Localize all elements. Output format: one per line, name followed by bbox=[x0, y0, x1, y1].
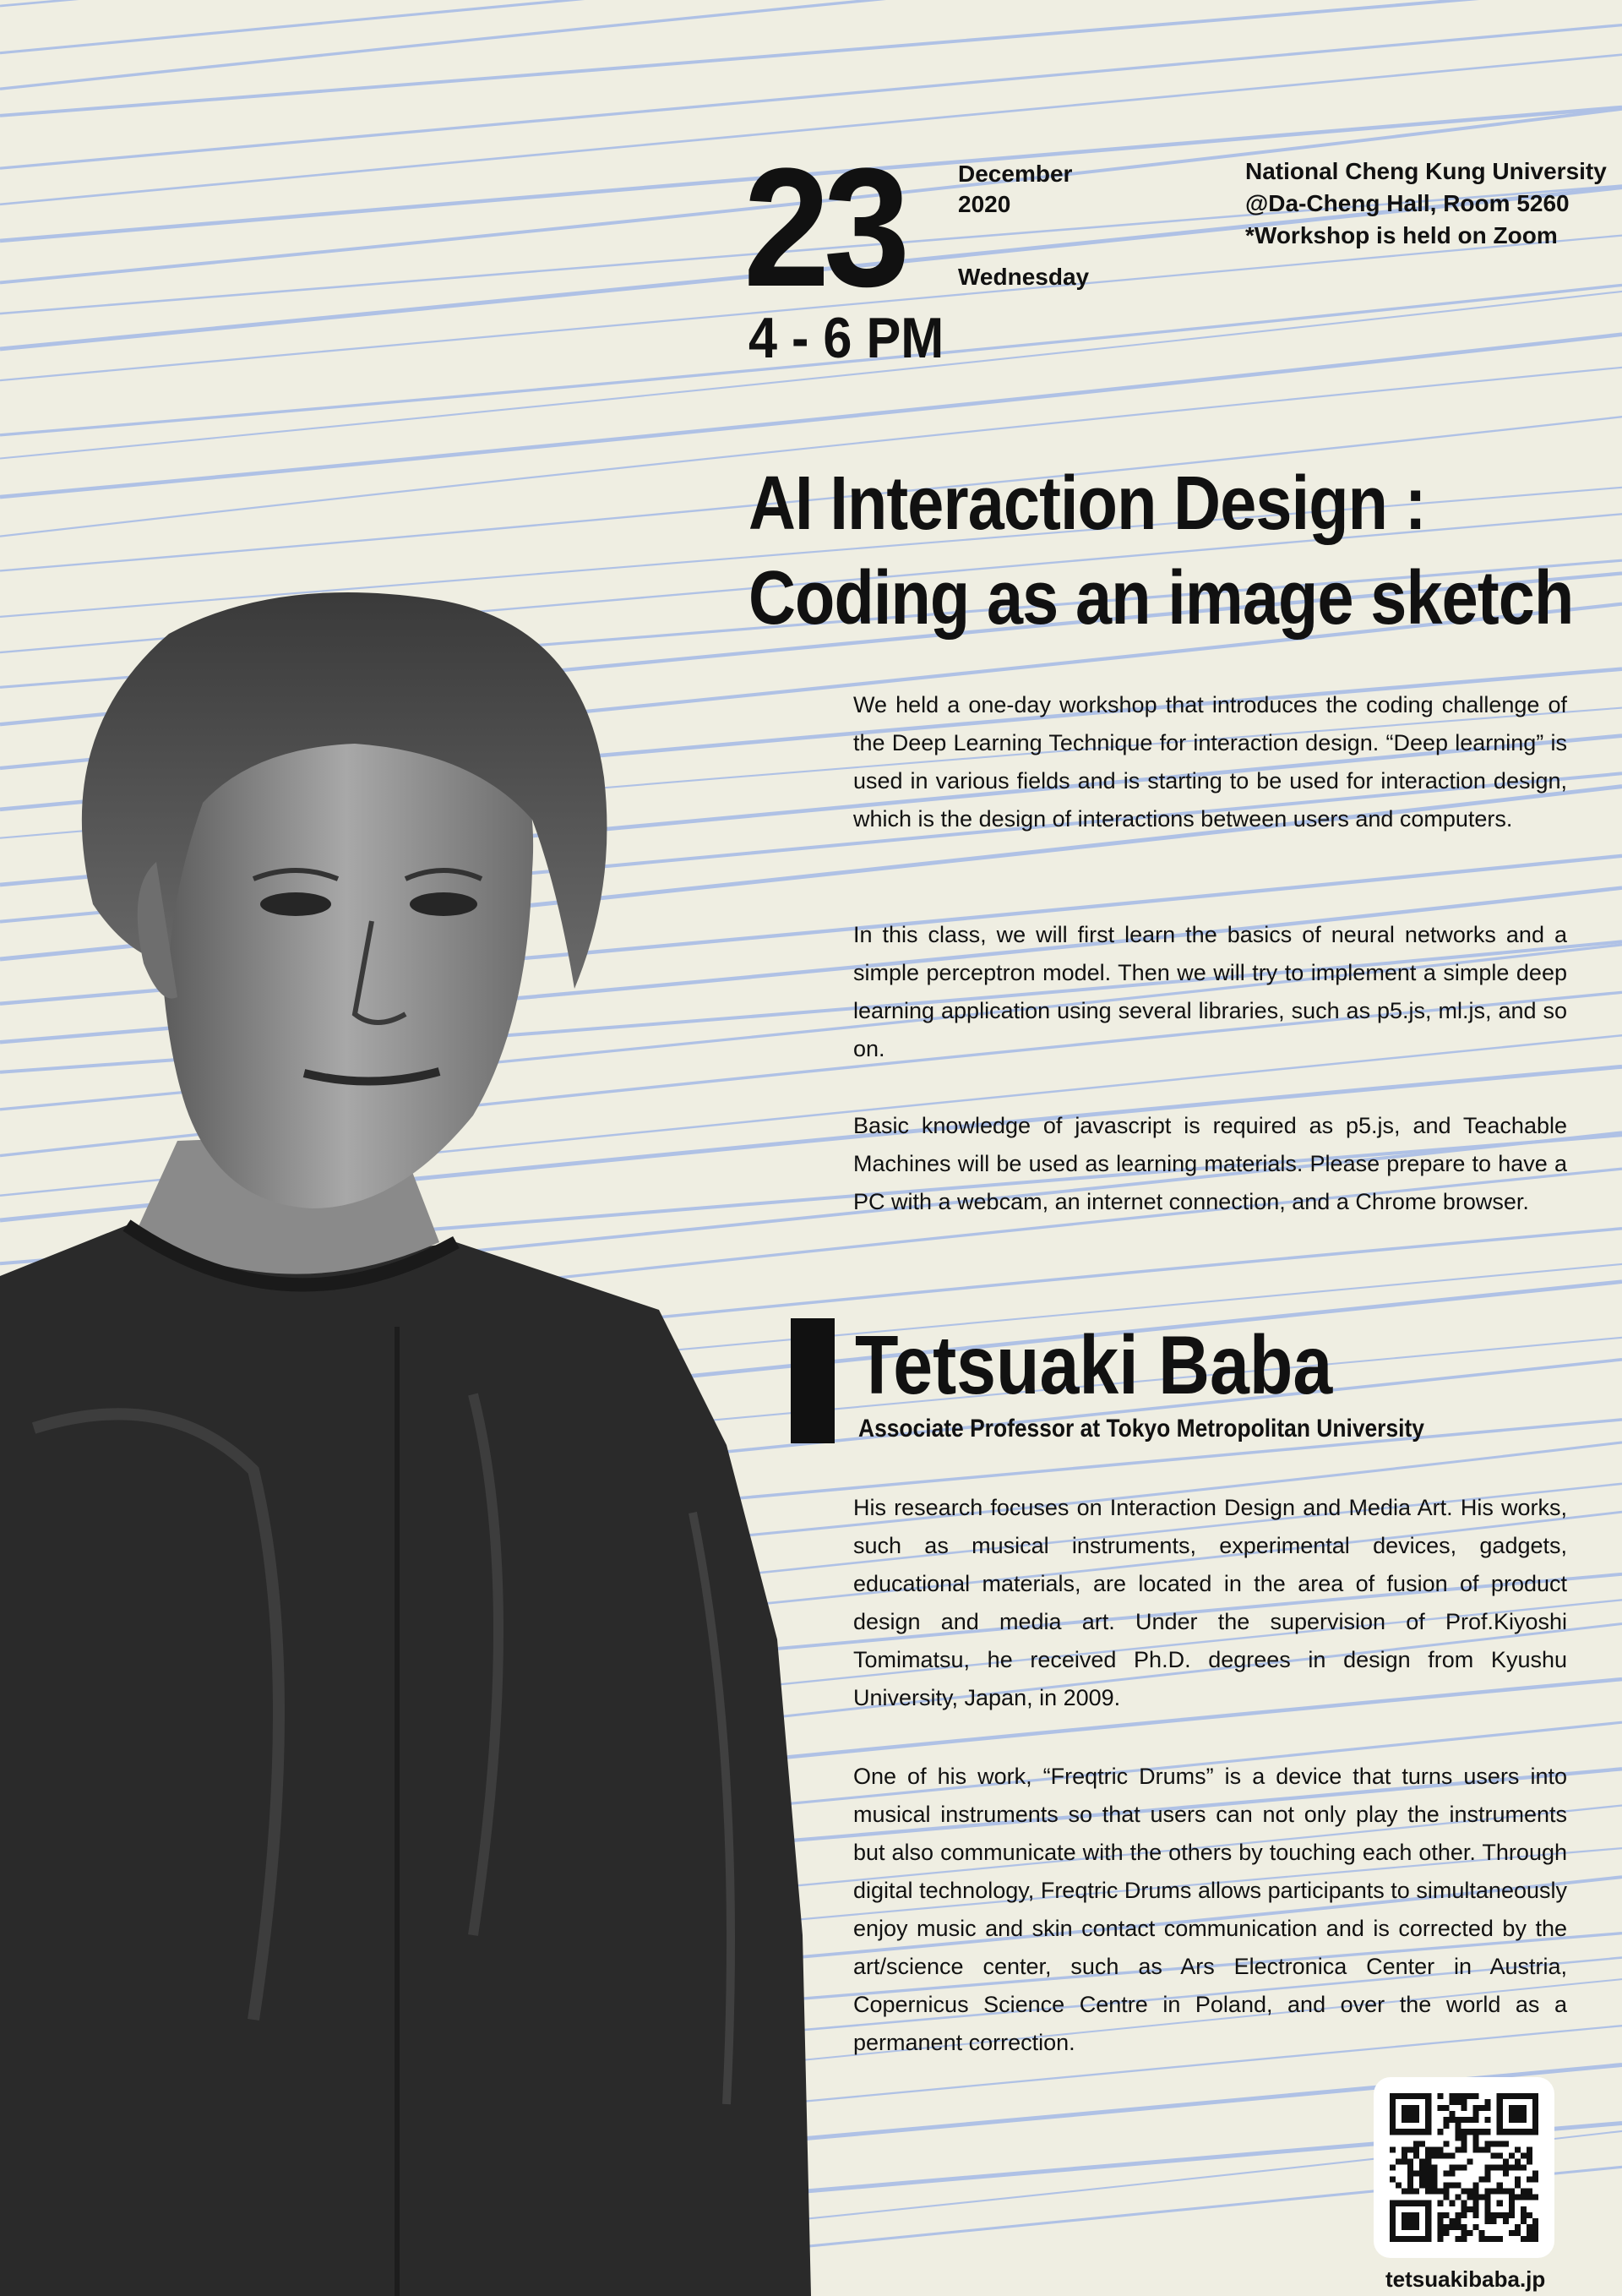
venue-zoom-note: *Workshop is held on Zoom bbox=[1245, 222, 1558, 248]
pen-line bbox=[0, 0, 1622, 116]
event-year: 2020 bbox=[958, 191, 1011, 217]
title-line-2: Coding as an image sketch bbox=[748, 556, 1574, 641]
speaker-role: Associate Professor at Tokyo Metropolitan University bbox=[858, 1415, 1424, 1442]
speaker-accent-bar bbox=[791, 1318, 835, 1443]
description-paragraph-2: In this class, we will first learn the basics of neural networks and a simple perceptron model. Then we will try to implement a simple deep learning application using several libraries, such as p5.js, ml.js, and so on. bbox=[853, 922, 1567, 1061]
workshop-title bbox=[748, 456, 1573, 646]
title-line-1: AI Interaction Design : bbox=[748, 461, 1426, 546]
venue-university: National Cheng Kung University bbox=[1245, 158, 1607, 184]
description-paragraph-3: Basic knowledge of javascript is required as p5.js, and Teachable Machines will be used as learning materials. Please prepare to have a PC with a webcam, an internet connection, and a Chrome browser. bbox=[853, 1113, 1567, 1214]
pen-line bbox=[0, 0, 1622, 89]
website-link[interactable]: tetsuakibaba.jp bbox=[1385, 2266, 1546, 2292]
speaker-name: Tetsuaki Baba bbox=[855, 1318, 1333, 1411]
venue-room: @Da-Cheng Hall, Room 5260 bbox=[1245, 190, 1570, 216]
qr-code-icon[interactable] bbox=[1390, 2093, 1538, 2242]
speaker-portrait bbox=[0, 583, 828, 2296]
speaker-bio-paragraph-2: One of his work, “Freqtric Drums” is a device that turns users into musical instruments so that users can not only play the instruments but also communicate with the others by touching each other. Through digital technology, Freqtric Drums allows participants to simultaneously enjoy music and skin contact communication and is corrected by the art/science center, such as Ars Electronica Center in Austria, Copernicus Science Centre in Poland, and over the world as a permanent correction. bbox=[853, 1764, 1567, 2055]
event-weekday: Wednesday bbox=[958, 264, 1090, 290]
event-day: 23 bbox=[743, 134, 904, 322]
event-month: December bbox=[958, 161, 1073, 187]
qr-code-card[interactable] bbox=[1374, 2077, 1554, 2258]
venue-info bbox=[1245, 155, 1607, 252]
event-time: 4 - 6 PM bbox=[748, 306, 944, 370]
speaker-bio-paragraph-1: His research focuses on Interaction Design and Media Art. His works, such as musical instruments, experimental devices, gadgets, educational materials, are located in the area of fusion of product design and media art. Under the supervision of Prof.Kiyoshi Tomimatsu, he received Ph.D. degrees in design from Kyushu University, Japan, in 2009. bbox=[853, 1495, 1567, 1710]
description-paragraph-1: We held a one-day workshop that introduces the coding challenge of the Deep Learning Technique for interaction design. “Deep learning” is used in various fields and is starting to be used for interaction design, which is the design of interactions between users and computers. bbox=[853, 692, 1567, 832]
